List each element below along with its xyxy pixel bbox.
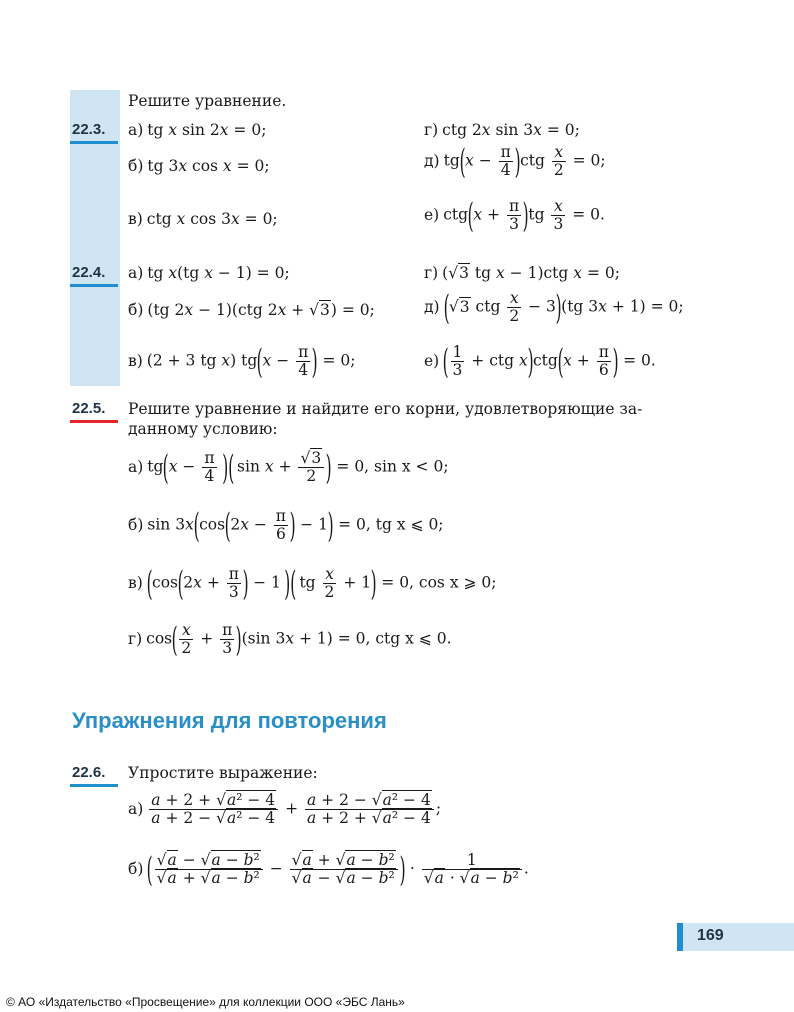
ex-22-4-v: в) (2 + 3 tg x) tg(x − $\frac{\pi}{4}$ ) = 0; [128,341,356,382]
page-number-tab [677,923,794,951]
ex-22-6-intro: Упростите выражение: [128,764,318,782]
ex-22-4-underline [70,284,118,287]
ex-22-5-a: а) tg(x − $\frac{\pi}{4}$ )( sin x + $\frac{√3}{2}$ ) = 0, sin x < 0; [128,447,449,488]
ex-22-4-b: б) (tg 2x − 1)(ctg 2x + √3) = 0; [128,301,375,319]
ex-22-4-e: е) ( $\frac{1}{3}$ + ctg x)ctg(x + $\frac{\pi}{6}$ ) = 0. [424,341,656,382]
section-heading: Упражнения для повторения [72,708,387,733]
ex-22-3-a: а) tg x sin 2x = 0; [128,121,267,139]
ex-22-5-number: 22.5. [72,400,106,417]
ex-22-3-v: в) ctg x cos 3x = 0; [128,210,278,228]
page-number: 169 [697,927,724,944]
ex-22-6-number: 22.6. [72,764,106,781]
ex-22-5-g: г) cos( $\frac{x}{2}$ + $\frac{\pi}{3}$ )(sin 3x + 1) = 0, ctg x ⩽ 0. [128,619,452,660]
ex-22-3-number: 22.3. [72,121,106,138]
ex-22-5-intro-2: данному условию: [128,420,278,438]
ex-22-5-v: в) (cos(2x + $\frac{\pi}{3}$ ) − 1)( tg $\frac{x}{2}$ + 1) = 0, cos x ⩾ 0; [128,563,497,604]
ex-22-6-a: а) $\frac{\text{a + 2 + √a² − 4}}{\text{a + 2 − √a² − 4}}$ + $\frac{\text{a + 2 − √a² − 4}}{\text{a + 2 + √a² − 4}}$ ; [128,791,442,827]
ex-22-3-e: е) ctg(x + $\frac{\pi}{3}$ )tg $\frac{x}{3}$ = 0. [424,195,605,236]
ex-22-5-b: б) sin 3x(cos(2x − $\frac{\pi}{6}$ ) − 1) = 0, tg x ⩽ 0; [128,505,444,546]
ex-22-4-a: а) tg x(tg x − 1) = 0; [128,264,290,282]
copyright-notice: © АО «Издательство «Просвещение» для коллекции ООО «ЭБС Лань» [6,995,405,1009]
ex-22-3-b: б) tg 3x cos x = 0; [128,157,270,175]
ex-22-3-underline [70,141,118,144]
ex-22-5-intro-1: Решите уравнение и найдите его корни, удовлетворяющие за- [128,400,643,418]
ex-22-3-g: г) ctg 2x sin 3x = 0; [424,121,580,139]
ex-22-3-intro: Решите уравнение. [128,92,287,110]
ex-22-6-underline [70,784,118,787]
ex-22-5-underline [70,420,118,423]
ex-22-4-d: д) (√3 ctg $\frac{x}{2}$ − 3)(tg 3x + 1) = 0; [424,287,684,328]
page-tab-marker [677,923,683,951]
ex-22-3-d: д) tg(x − $\frac{\pi}{4}$ )ctg $\frac{x}{2}$ = 0; [424,141,606,182]
ex-22-4-number: 22.4. [72,264,106,281]
ex-22-6-b: б) ( $\frac{\text{√a − √a − b²}}{\text{√a + √a − b²}}$ − $\frac{\text{√a + √a − b²}}{\text{√a − √a − b²}}$ ) · $\frac{1}{\text{√a · √a − b²}}$ . [128,849,529,890]
ex-22-4-g: г) (√3 tg x − 1)ctg x = 0; [424,264,620,282]
